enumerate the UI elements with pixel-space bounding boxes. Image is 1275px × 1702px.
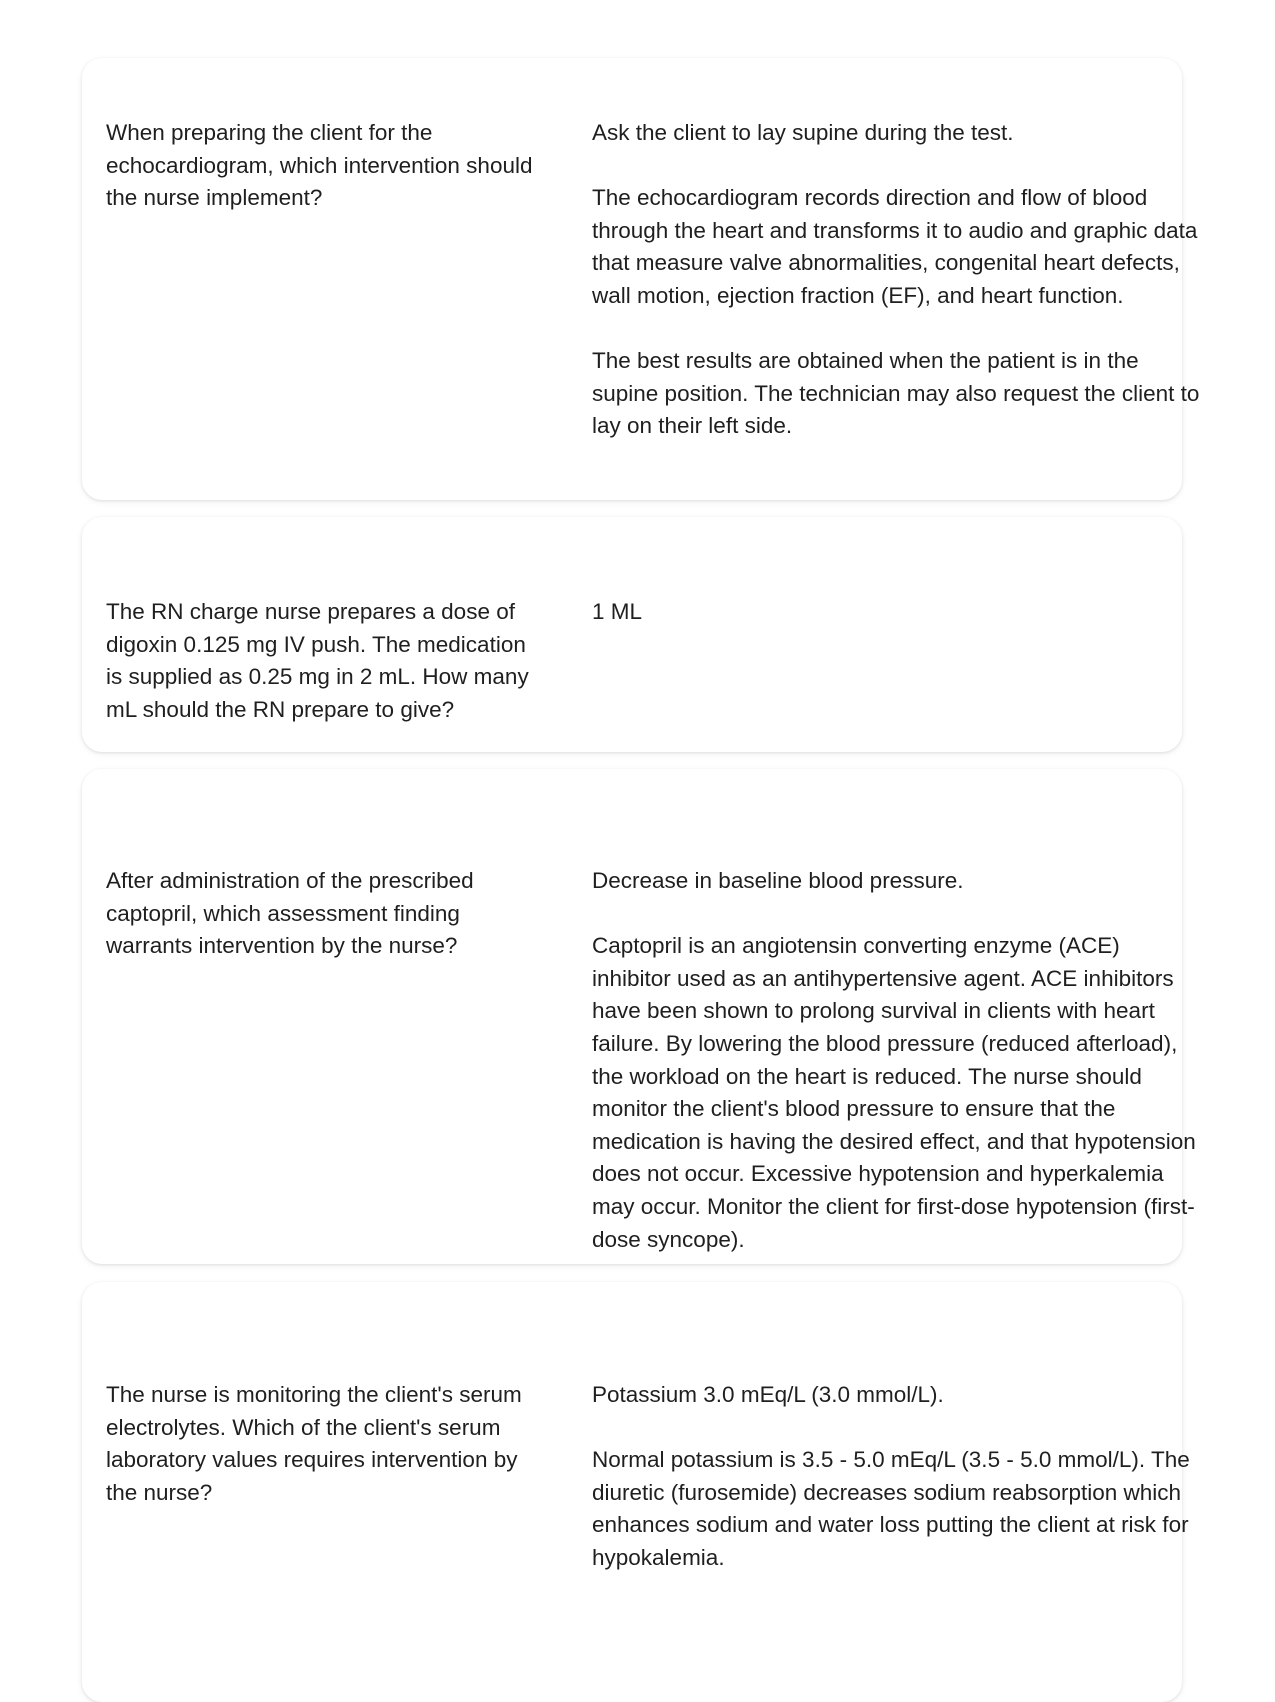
card-definition <box>592 865 1202 1256</box>
flashcard <box>82 769 1196 1264</box>
definition-answer: Decrease in baseline blood pressure. <box>592 868 964 893</box>
definition-answer: 1 ML <box>592 599 643 624</box>
definition-answer: Potassium 3.0 mEq/L (3.0 mmol/L). <box>592 1382 944 1407</box>
card-definition <box>592 1379 1202 1575</box>
card-definition <box>592 596 1202 629</box>
card-term: After administration of the prescribed captopril, which assessment finding warrants intervention by the nurse? <box>106 868 474 959</box>
definition-answer: Ask the client to lay supine during the test. <box>592 120 1014 145</box>
card-term: The nurse is monitoring the client's serum electrolytes. Which of the client's serum laboratory values requires intervention by the nurse? <box>106 1382 522 1505</box>
definition-paragraph: The best results are obtained when the patient is in the supine position. The technician may also request the client to lay on their left side. <box>592 348 1200 439</box>
definition-paragraph: Normal potassium is 3.5 - 5.0 mEq/L (3.5 - 5.0 mmol/L). The diuretic (furosemide) decreases sodium reabsorption which enhances sodium and water loss putting the client at risk for hypokalemia. <box>592 1447 1190 1570</box>
flashcard <box>82 1282 1190 1702</box>
flashcard <box>82 58 1200 500</box>
card-definition <box>592 117 1202 443</box>
definition-paragraph: The echocardiogram records direction and flow of blood through the heart and transforms it to audio and graphic data that measure valve abnormalities, congenital heart defects, wall motion, ejection fraction (EF), and heart function. <box>592 185 1198 308</box>
card-term: The RN charge nurse prepares a dose of digoxin 0.125 mg IV push. The medication is supplied as 0.25 mg in 2 mL. How many mL should the RN prepare to give? <box>106 599 529 722</box>
card-term: When preparing the client for the echocardiogram, which intervention should the nurse implement? <box>106 120 533 211</box>
flashcard <box>82 517 1182 752</box>
definition-paragraph: Captopril is an angiotensin converting enzyme (ACE) inhibitor used as an antihypertensive agent. ACE inhibitors have been shown to prolong survival in clients with heart failure. By lowering the blood pressure (reduced afterload), the workload on the heart is reduced. The nurse should monitor the client's blood pressure to ensure that the medication is having the desired effect, and that hypotension does not occur. Excessive hypotension and hyperkalemia may occur. Monitor the client for first-dose hypotension (first-dose syncope). <box>592 933 1196 1252</box>
